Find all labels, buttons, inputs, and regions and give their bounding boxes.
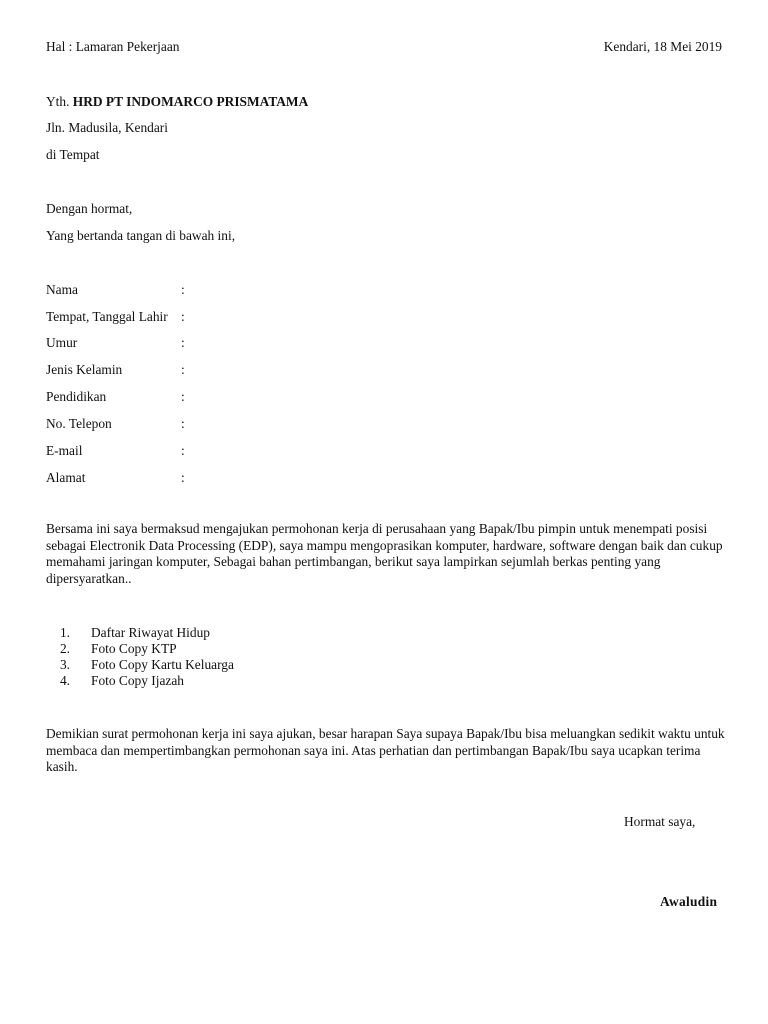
field-label-alamat: Alamat [46,470,86,485]
field-label-no-telepon: No. Telepon [46,416,112,431]
field-colon: : [181,362,185,377]
field-colon: : [181,470,185,485]
field-label-nama: Nama [46,282,78,297]
field-label-pendidikan: Pendidikan [46,389,107,404]
list-item-text: Foto Copy Ijazah [91,673,184,688]
field-colon: : [181,335,185,350]
recipient-line [46,95,308,108]
recipient-address: Jln. Madusila, Kendari [46,120,168,135]
field-colon: : [181,416,185,431]
body-paragraph-2: Demikian surat permohonan kerja ini saya ajukan, besar harapan Saya supaya Bapak/Ibu bisa meluangkan sedikit waktu untuk membaca dan mempertimbangkan permohonan saya ini. Atas perhatian dan pertimbangan Bapak/Ibu saya ucapkan terima kasih. [46,726,725,774]
list-item-text: Foto Copy KTP [91,641,177,656]
body-paragraph-1: Bersama ini saya bermaksud mengajukan permohonan kerja di perusahaan yang Bapak/Ibu pimpin untuk menempati posisi sebagai Electronik Data Processing (EDP), saya mampu mengoprasikan komputer, hardware, software dengan baik dan cukup memahami jaringan komputer, Sebagai bahan pertimbangan, berikut saya lampirkan sejumlah berkas penting yang dipersyaratkan.. [46,521,723,586]
signer-name: Awaludin [660,894,718,909]
field-colon: : [181,389,185,404]
field-colon: : [181,309,185,324]
list-item-number: 4. [59,673,70,688]
list-item [46,641,234,657]
intro-line: Yang bertanda tangan di bawah ini, [46,228,236,243]
list-item [46,657,234,673]
field-colon: : [181,443,185,458]
recipient-prefix: Yth. [46,94,70,109]
list-item [46,625,234,641]
recipient-location: di Tempat [46,147,100,162]
field-colon: : [181,282,185,297]
letter-subject: Hal : Lamaran Pekerjaan [46,39,180,54]
list-item-text: Daftar Riwayat Hidup [91,625,210,640]
list-item-number: 2. [59,641,70,656]
field-label-jenis-kelamin: Jenis Kelamin [46,362,123,377]
field-label-email: E-mail [46,443,83,458]
recipient-name: HRD PT INDOMARCO PRISMATAMA [72,94,309,109]
list-item-number: 1. [59,625,70,640]
list-item-text: Foto Copy Kartu Keluarga [91,657,234,672]
letter-place-date: Kendari, 18 Mei 2019 [603,39,722,54]
list-item-number: 3. [59,657,70,672]
closing-regards: Hormat saya, [624,814,696,829]
field-label-umur: Umur [46,335,78,350]
list-item [46,673,234,689]
attachment-list [46,625,234,689]
salutation: Dengan hormat, [46,201,133,216]
field-label-tempat-tanggal-lahir: Tempat, Tanggal Lahir [46,309,168,324]
